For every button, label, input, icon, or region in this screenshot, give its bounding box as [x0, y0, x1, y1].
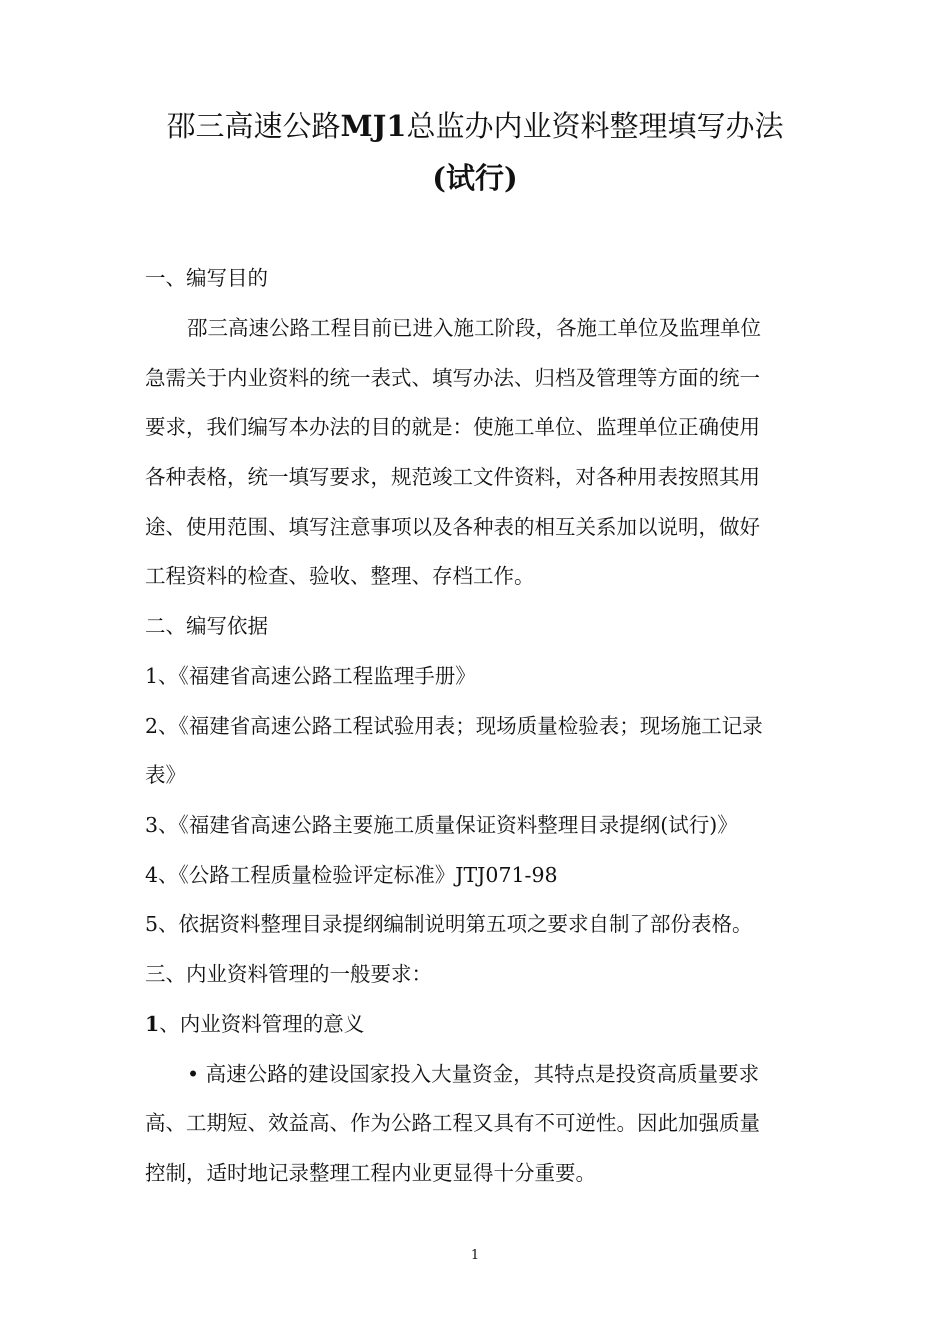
document-subtitle: (试行) — [432, 161, 518, 195]
title-part-a: 邵三高速公路 — [166, 109, 341, 143]
subheading-text: 、内业资料管理的意义 — [159, 1012, 365, 1036]
paragraph-line: 急需关于内业资料的统一表式、填写办法、归档及管理等方面的统一 — [145, 366, 760, 390]
paragraph-line: 途、使用范围、填写注意事项以及各种表的相互关系加以说明，做好 — [145, 515, 760, 539]
list-item: 3、《福建省高速公路主要施工质量保证资料整理目录提纲(试行)》 — [145, 813, 738, 837]
paragraph-line: 各种表格，统一填写要求，规范竣工文件资料，对各种用表按照其用 — [145, 465, 760, 489]
heading-purpose: 一、编写目的 — [145, 266, 268, 290]
paragraph-line: 控制，适时地记录整理工程内业更显得十分重要。 — [145, 1161, 596, 1185]
heading-basis: 二、编写依据 — [145, 614, 268, 638]
section-number: 1 — [145, 1012, 160, 1036]
paragraph-line: 邵三高速公路工程目前已进入施工阶段，各施工单位及监理单位 — [187, 316, 761, 340]
list-item-continued: 表》 — [145, 763, 186, 787]
title-part-c: 总监办内业资料整理填写办法 — [406, 109, 784, 143]
title-part-b: MJ1 — [340, 109, 407, 143]
page-number: 1 — [470, 1248, 480, 1263]
paragraph-line: 高、工期短、效益高、作为公路工程又具有不可逆性。因此加强质量 — [145, 1111, 760, 1135]
subheading-significance — [145, 1009, 815, 1039]
paragraph-line: 要求，我们编写本办法的目的就是：使施工单位、监理单位正确使用 — [145, 415, 760, 439]
document-title — [0, 106, 950, 146]
paragraph-line: 工程资料的检查、验收、整理、存档工作。 — [145, 564, 535, 588]
list-item: 2、《福建省高速公路工程试验用表；现场质量检验表；现场施工记录 — [145, 714, 763, 738]
bullet-paragraph-line: • 高速公路的建设国家投入大量资金，其特点是投资高质量要求 — [187, 1062, 760, 1086]
list-item: 1、《福建省高速公路工程监理手册》 — [145, 664, 476, 688]
list-item: 4、《公路工程质量检验评定标准》JTJ071-98 — [145, 863, 558, 887]
list-item: 5、依据资料整理目录提纲编制说明第五项之要求自制了部份表格。 — [145, 912, 753, 936]
heading-requirements: 三、内业资料管理的一般要求： — [145, 962, 432, 986]
